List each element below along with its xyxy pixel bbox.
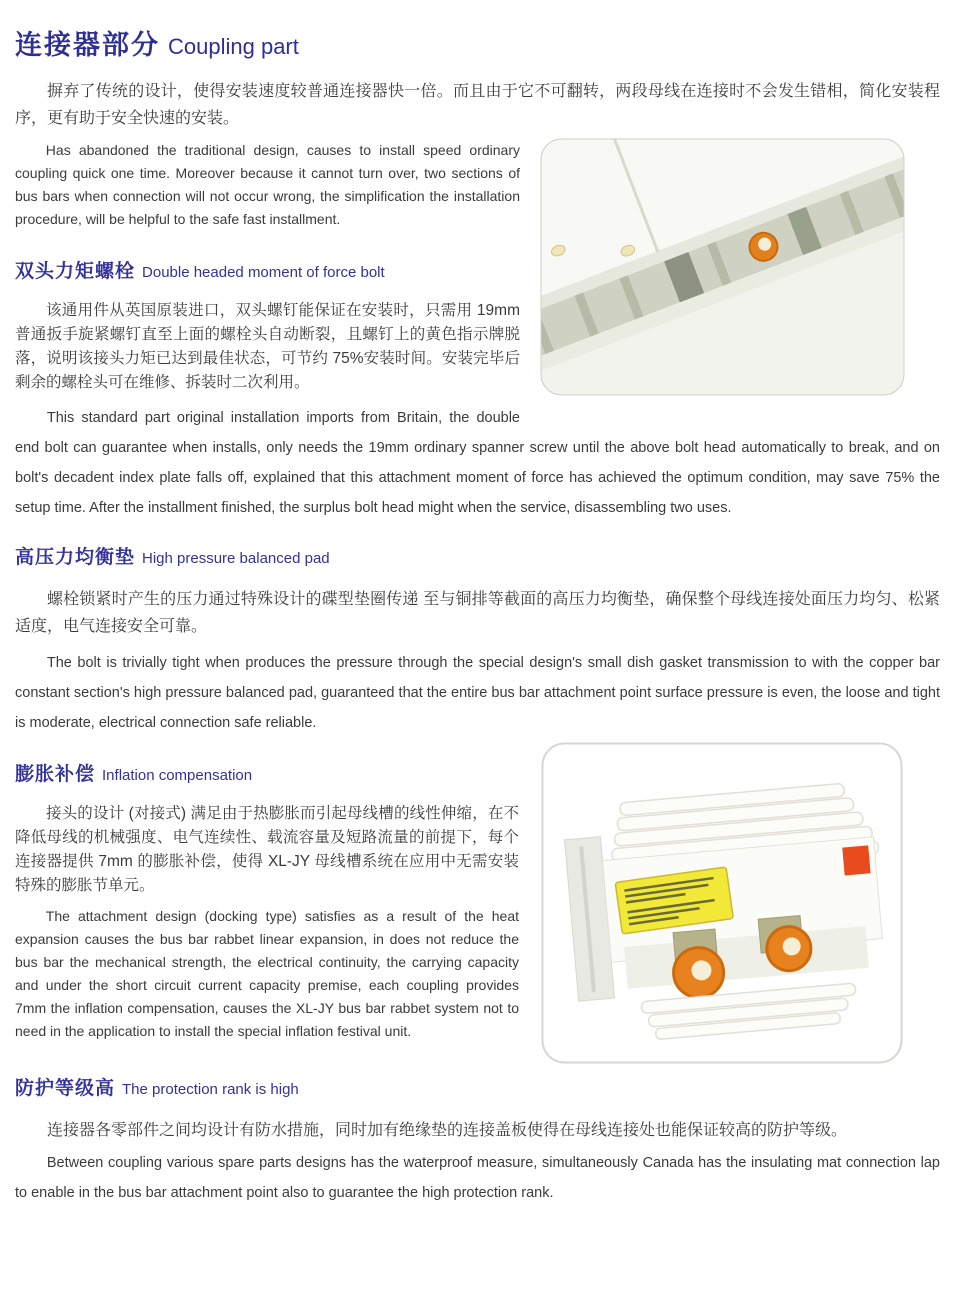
section-double-bolt-heading-en: Double headed moment of force bolt xyxy=(142,264,385,281)
page-title xyxy=(15,26,940,64)
section-balanced-pad-heading xyxy=(15,543,940,572)
section-inflation-heading-en: Inflation compensation xyxy=(102,767,253,784)
section-protection-heading xyxy=(15,1074,940,1103)
page-title-en: Coupling part xyxy=(168,34,299,59)
section-protection-paragraph-en: Between coupling various spare parts designs has the waterproof measure, simultaneously Canada has the insulating mat connection lap to enable in the bus bar attachment point also to guarantee the high protection rank. xyxy=(15,1155,940,1201)
section-balanced-pad-paragraph-zh: 螺栓锁紧时产生的压力通过特殊设计的碟型垫圈传递 至与铜排等截面的高压力均衡垫，确保整个母线连接处面压力均匀、松紧适度，电气连接安全可靠。 xyxy=(15,591,940,635)
expansion-coupling-photo-illustration xyxy=(541,742,903,1064)
photo-expansion-coupling xyxy=(541,742,903,1064)
section-double-bolt-paragraph-en: This standard part original installation imports from Britain, the double end bolt can guarantee when installs, only needs the 19mm ordinary spanner screw until the above bolt head automatically to break, and on bolt's decadent index plate falls off, explained that this attachment moment of force has achieved the optimum condition, may save 75% the setup time. After the installment finished, the surplus bolt head might when the service, disassembling two uses. xyxy=(15,410,940,516)
section-inflation-paragraph-zh: 接头的设计 (对接式) 满足由于热膨胀而引起母线槽的线性伸缩，在不降低母线的机械强度、电气连续性、载流容量及短路流量的前提下，每个连接器提供 7mm 的膨胀补偿，使得 XL-JY 母线槽系统在应用中无需安装特殊的膨胀节单元。 xyxy=(15,805,519,894)
intro-paragraph-zh: 摒弃了传统的设计，使得安装速度较普通连接器快一倍。而且由于它不可翻转，两段母线在连接时不会发生错相，简化安装程序，更有助于安全快速的安装。 xyxy=(15,83,940,127)
section-protection-paragraph-zh: 连接器各零部件之间均设计有防水措施，同时加有绝缘垫的连接盖板使得在母线连接处也能保证较高的防护等级。 xyxy=(47,1122,848,1139)
section-protection-heading-en: The protection rank is high xyxy=(122,1081,299,1098)
section-double-bolt-heading-zh: 双头力矩螺栓 xyxy=(15,261,136,282)
section-balanced-pad-heading-en: High pressure balanced pad xyxy=(142,550,330,567)
section-inflation-paragraph-en: The attachment design (docking type) satisfies as a result of the heat expansion causes the bus bar rabbet linear expansion, in does not reduce the bus bar the mechanical strength, the electrical continuity, the carrying capacity and under the short circuit current capacity premise, each coupling provides 7mm the inflation compensation, causes the XL-JY bus bar rabbet system not to need in the application to install the special inflation festival unit. xyxy=(15,908,519,1039)
intro-paragraph-en: Has abandoned the traditional design, causes to install speed ordinary coupling quick one time. Moreover because it cannot turn over, two sections of bus bars when connection will not occur wrong, the simplification the installation procedure, will be helpful to the safe fast installment. xyxy=(15,142,520,227)
section-double-bolt-paragraph-zh: 该通用件从英国原装进口，双头螺钉能保证在安装时，只需用 19mm 普通扳手旋紧螺钉直至上面的螺栓头自动断裂，且螺钉上的黄色指示牌脱落，说明该接头力矩已达到最佳状态，可节约 75%安装时间。安装完毕后剩余的螺栓头可在维修、拆装时二次利用。 xyxy=(15,302,520,391)
photo-bus-duct-coupling xyxy=(540,138,905,396)
section-inflation-heading-zh: 膨胀补偿 xyxy=(15,764,96,785)
bus-duct-photo-illustration xyxy=(540,138,905,396)
section-balanced-pad-heading-zh: 高压力均衡垫 xyxy=(15,547,136,568)
section-balanced-pad-paragraph-en: The bolt is trivially tight when produces the pressure through the special design's small dish gasket transmission to with the copper bar constant section's high pressure balanced pad, guaranteed that the entire bus bar attachment point surface pressure is even, the loose and tight is moderate, electrical connection safe reliable. xyxy=(15,655,940,731)
page-title-zh: 连接器部分 xyxy=(15,30,160,60)
section-protection-heading-zh: 防护等级高 xyxy=(15,1078,116,1099)
